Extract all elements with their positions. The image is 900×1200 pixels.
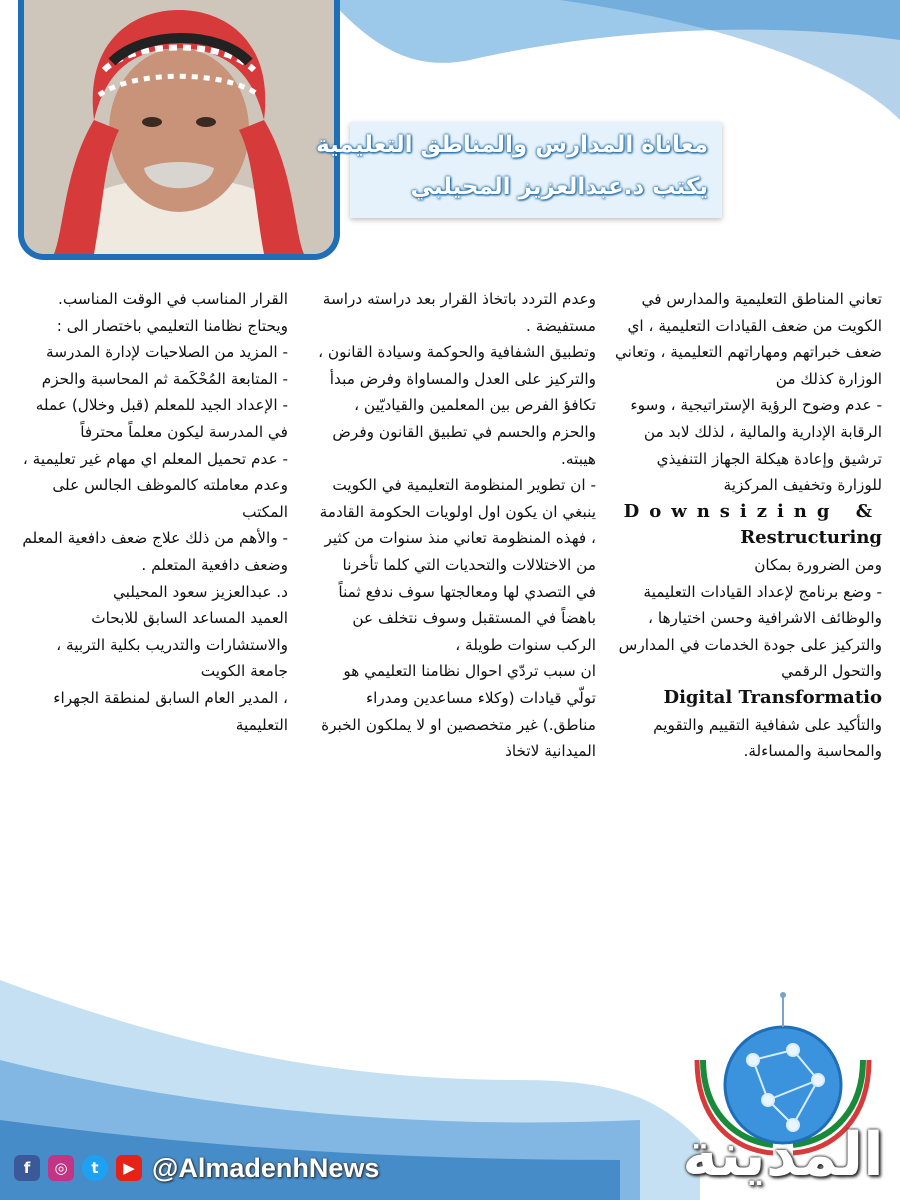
paragraph: - عدم تحميل المعلم اي مهام غير تعليمية ، وعدم معاملته كالموظف الجالس على المكتب: [22, 449, 288, 521]
paragraph: ويحتاج نظامنا التعليمي باختصار الى :: [56, 316, 288, 335]
author-portrait-image: [24, 0, 334, 254]
article-title: معاناة المدارس والمناطق التعليمية: [316, 132, 708, 158]
author-signature: د. عبدالعزيز سعود المحيلبي: [112, 582, 288, 601]
paragraph: - عدم وضوح الرؤية الإستراتيجية ، وسوء الرقابة الإدارية والمالية ، لذلك لابد من ترشيق وإعادة هيكلة الجهاز التنفيذي للوزارة وتخفيف المركزية: [630, 396, 882, 495]
article-column-right: [612, 286, 882, 765]
english-term: Restructuring: [740, 527, 882, 549]
twitter-icon[interactable]: t: [82, 1155, 108, 1181]
instagram-icon[interactable]: ◎: [48, 1155, 74, 1181]
paragraph: ان سبب تردّي احوال نظامنا التعليمي هو تولّي قيادات (وكلاء مساعدين ومدراء مناطق.) غير متخصصين او لا يملكون الخبرة الميدانية لاتخاذ: [321, 662, 596, 761]
logo-wordmark: المدينة: [682, 1120, 884, 1190]
youtube-icon[interactable]: ▶: [116, 1155, 142, 1181]
article-byline: يكتب د.عبدالعزيز المحيلبي: [410, 174, 708, 200]
paragraph: تعاني المناطق التعليمية والمدارس في الكويت من ضعف القيادات التعليمية ، اي ضعف خبراتهم ومهاراتهم التعليمية ، وتعاني الوزارة كذلك من: [614, 290, 882, 388]
paragraph: القرار المناسب في الوقت المناسب.: [58, 290, 288, 308]
social-handle[interactable]: @AlmadenhNews: [152, 1152, 380, 1183]
paragraph: وعدم التردد باتخاذ القرار بعد دراسته دراسة مستفيضة .: [322, 290, 596, 335]
social-footer: [14, 1152, 379, 1184]
author-photo: [18, 0, 340, 260]
paragraph: وتطبيق الشفافية والحوكمة وسيادة القانون ، والتركيز على العدل والمساواة وفرض مبدأ تكافؤ الفرص بين المعلمين والقياديّين ، والحزم والحسم في تطبيق القانون وفرض هيبته.: [318, 343, 596, 468]
english-term: Downsizing &: [623, 500, 882, 522]
paragraph: - المزيد من الصلاحيات لإدارة المدرسة: [46, 343, 288, 362]
article-column-left: [18, 286, 288, 738]
paragraph: - والأهم من ذلك علاج ضعف دافعية المعلم وضعف دافعية المتعلم .: [22, 529, 288, 574]
paragraph: - وضع برنامج لإعداد القيادات التعليمية والوظائف الاشرافية وحسن اختيارها ، والتركيز على جودة الخدمات في المدارس والتحول الرقمي: [618, 582, 882, 681]
paragraph: ومن الضرورة بمكان: [754, 555, 882, 574]
english-term: Digital Transformatio: [663, 686, 882, 708]
facebook-icon[interactable]: f: [14, 1155, 40, 1181]
paragraph: - المتابعة المُحْكَمة ثم المحاسبة والحزم: [41, 369, 288, 388]
paragraph: - ان تطوير المنظومة التعليمية في الكويت ينبغي ان يكون اول اولويات الحكومة القادمة ، فهذه المنظومة تعاني منذ سنوات من كثير من الاختلالات والتحديات التي كلما تأخرنا في التصدي لها ومعالجتها سوف ندفع ثمناً باهضاً في المستقبل وسوف نتخلف عن الركب سنوات طويلة ،: [319, 476, 596, 654]
article-column-middle: [318, 286, 596, 765]
paragraph: - الإعداد الجيد للمعلم (قبل وخلال) عمله في المدرسة ليكون معلماً محترفاً: [35, 396, 288, 441]
article-title-box: [316, 122, 722, 218]
paragraph: والتأكيد على شفافية التقييم والتقويم والمحاسبة والمساءلة.: [653, 715, 882, 761]
author-credential: ، المدير العام السابق لمنطقة الجهراء التعليمية: [53, 688, 288, 734]
author-credential: العميد المساعد السابق للابحاث والاستشارات والتدريب بكلية التربية ، جامعة الكويت: [56, 609, 288, 681]
